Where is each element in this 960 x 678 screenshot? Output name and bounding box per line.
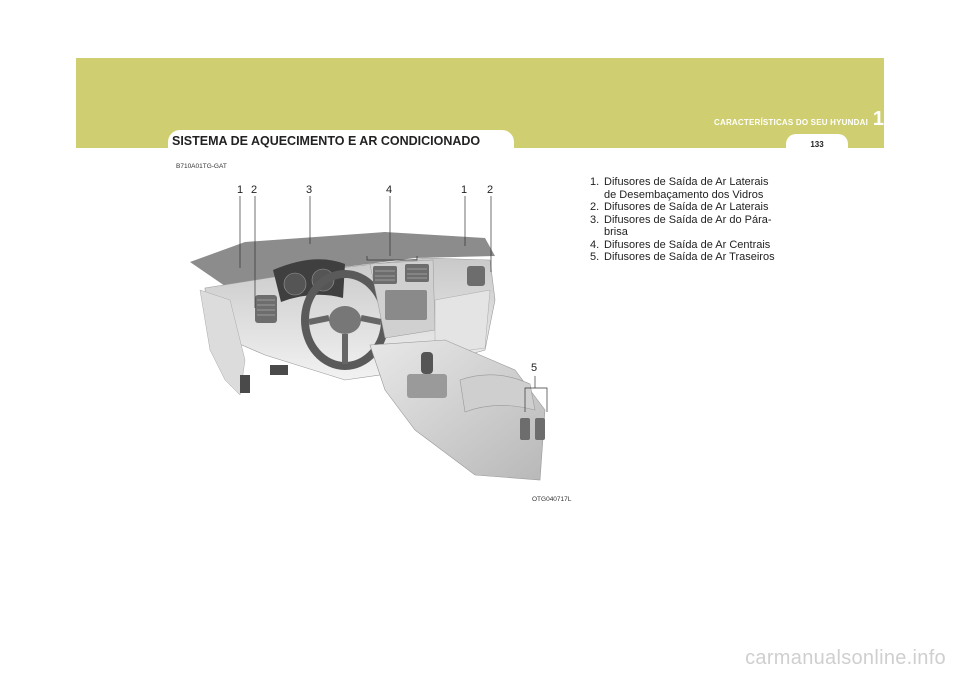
chapter-number: 1 [872, 108, 884, 130]
callout-3: 3 [306, 184, 313, 196]
list-item-text: Difusores de Saída de Ar Laterais [604, 201, 769, 213]
callout-4: 4 [386, 184, 393, 196]
list-item [590, 239, 780, 252]
list-item-number: 1. [590, 176, 600, 188]
list-item-number: 3. [590, 213, 600, 226]
watermark: carmanualsonline.info [745, 647, 946, 669]
list-item-number: 5. [590, 251, 600, 263]
section-title: SISTEMA DE AQUECIMENTO E AR CONDICIONADO [172, 134, 481, 148]
list-item-number: 2. [590, 201, 600, 213]
callout-5: 5 [531, 362, 538, 374]
list-item [590, 201, 780, 214]
vent-list [590, 176, 780, 264]
list-item [590, 251, 780, 264]
page-number: 133 [810, 140, 824, 149]
list-item-number: 4. [590, 238, 600, 251]
callout-2-right: 2 [487, 184, 494, 196]
figure-code: OTG040717L [532, 496, 572, 503]
chapter-title: CARACTERÍSTICAS DO SEU HYUNDAI [713, 118, 868, 127]
callout-1-right: 1 [461, 184, 468, 196]
list-item [590, 176, 780, 201]
list-item-text: Difusores de Saída de Ar Laterais de Desembaçamento dos Vidros [604, 176, 769, 201]
image-code: B710A01TG-GAT [176, 163, 227, 170]
list-item-text: Difusores de Saída de Ar do Pára-brisa [604, 213, 772, 238]
list-item-text: Difusores de Saída de Ar Traseiros [604, 251, 775, 263]
dashboard-illustration [185, 180, 585, 510]
callout-2-left: 2 [251, 184, 258, 196]
list-item-text: Difusores de Saída de Ar Centrais [604, 238, 771, 251]
list-item [590, 214, 780, 239]
callout-1-left: 1 [237, 184, 244, 196]
